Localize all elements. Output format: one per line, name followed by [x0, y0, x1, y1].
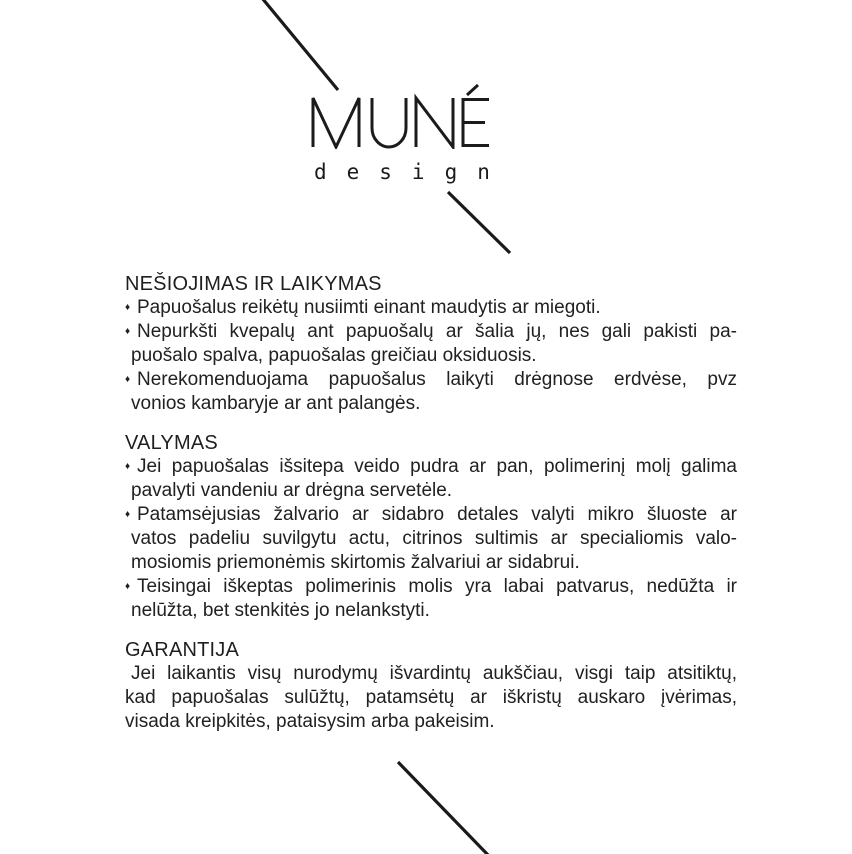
section-title: VALYMAS [125, 432, 218, 454]
bullet-item [125, 575, 737, 623]
text-line: Nepurkšti kvepalų ant papuošalų ar šalia jų, nes gali pakisti pa- [137, 321, 737, 342]
text-line: Jei papuošalas išsitepa veido pudra ar pan, polimerinį molį galima [137, 456, 737, 477]
section-title: NEŠIOJIMAS IR LAIKYMAS [125, 273, 382, 295]
bullet-item [125, 368, 737, 416]
text-line: Nerekomenduojama papuošalus laikyti drėgnose erdvėse, pvz [137, 369, 737, 390]
logo-accent [467, 85, 478, 95]
bullet-icon: ♦ [125, 581, 131, 592]
text-line: vonios kambaryje ar ant palangės. [131, 393, 421, 414]
text-line: Jei laikantis visų nurodymų išvardintų aukščiau, visgi taip atsitiktų, [131, 663, 737, 684]
section-garantija [125, 638, 737, 734]
diagonal-line-middle [448, 192, 510, 253]
bullet-icon: ♦ [125, 461, 131, 472]
text-line: pavalyti vandeniu ar drėgna servetėle. [131, 480, 453, 501]
mune-logo-wordmark [311, 83, 493, 149]
section-valymas [125, 431, 737, 623]
text-line: visada kreipkitės, pataisysim arba pakeisim. [125, 711, 495, 732]
text-line: Papuošalus reikėtų nusiimti einant maudytis ar miegoti. [137, 297, 601, 318]
bullet-item [125, 455, 737, 503]
text-line: Patamsėjusias žalvario ar sidabro detales valyti mikro šluoste ar [137, 504, 737, 525]
logo-letter-e [463, 98, 489, 147]
section-title: GARANTIJA [125, 639, 240, 661]
bullet-icon: ♦ [125, 509, 131, 520]
bullet-icon: ♦ [125, 302, 131, 313]
care-text [125, 272, 737, 734]
bullet-item [125, 503, 737, 575]
diagonal-line-top [262, 0, 338, 90]
paragraph-item [125, 662, 737, 734]
bullet-icon: ♦ [125, 326, 131, 337]
text-line: nelūžta, bet stenkitės jo nelankstyti. [131, 600, 430, 621]
text-line: vatos padeliu suvilgytu actu, citrinos sultimis ar specialiomis valo- [131, 528, 737, 549]
text-line: mosiomis priemonėmis skirtomis žalvariui ar sidabrui. [131, 552, 580, 573]
logo-letter-u [372, 98, 406, 147]
bullet-icon: ♦ [125, 374, 131, 385]
text-line: puošalo spalva, papuošalas greičiau oksiduosis. [131, 345, 537, 366]
bullet-item [125, 296, 737, 320]
section-nesiojimas-ir-laikymas [125, 272, 737, 416]
text-line: Teisingai iškeptas polimerinis molis yra labai patvarus, nedūžta ir [137, 576, 737, 597]
text-line: kad papuošalas sulūžtų, patamsėtų ar iškristų auskaro įvėrimas, [125, 687, 737, 708]
logo-letter-n [416, 98, 453, 147]
bullet-item [125, 320, 737, 368]
logo-subtitle: design [314, 160, 510, 184]
logo-letter-m [313, 98, 359, 147]
diagonal-line-bottom [398, 762, 489, 854]
